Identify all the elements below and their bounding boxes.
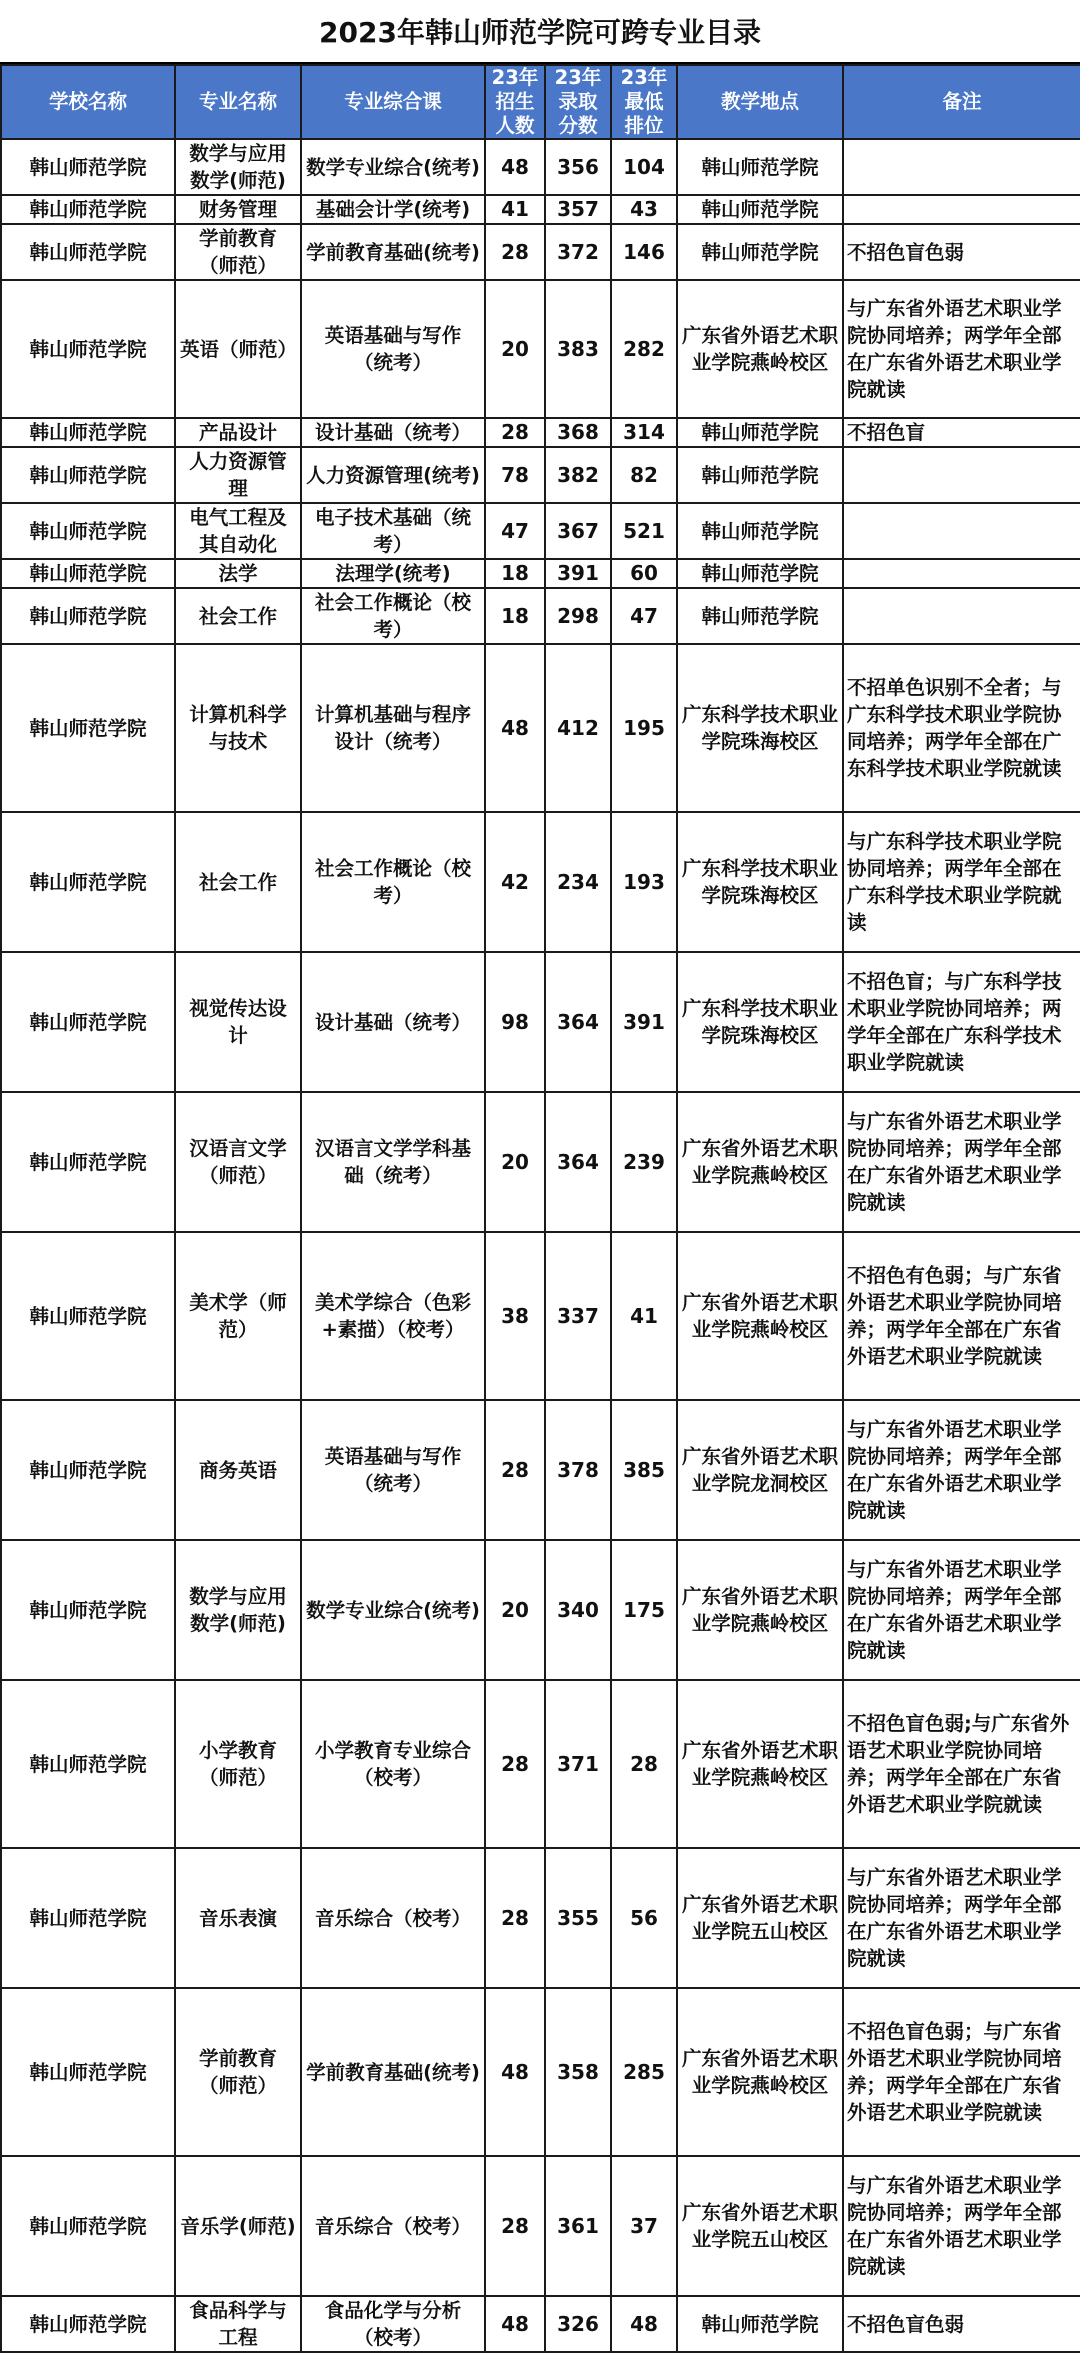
table-row [1, 139, 1080, 195]
cell-rank: 385 [611, 1400, 677, 1540]
cell-school: 韩山师范学院 [1, 2156, 175, 2296]
cell-rank: 48 [611, 2296, 677, 2352]
cell-quota: 47 [485, 503, 545, 559]
document-title: 2023年韩山师范学院可跨专业目录 [0, 0, 1080, 64]
cell-major: 音乐学(师范) [175, 2156, 301, 2296]
table-row [1, 559, 1080, 588]
cell-course: 数学专业综合(统考) [301, 1540, 485, 1680]
table-header-row [1, 65, 1080, 139]
cell-note: 不招单色识别不全者；与广东科学技术职业学院协同培养；两学年全部在广东科学技术职业学院就读 [843, 644, 1080, 812]
table-row [1, 2296, 1080, 2352]
cell-course: 社会工作概论（校考） [301, 588, 485, 644]
cell-score: 337 [545, 1232, 611, 1400]
cell-school: 韩山师范学院 [1, 280, 175, 418]
cell-course: 学前教育基础(统考) [301, 224, 485, 280]
cell-school: 韩山师范学院 [1, 2296, 175, 2352]
majors-table [0, 64, 1080, 2353]
cell-rank: 28 [611, 1680, 677, 1848]
cell-course: 英语基础与写作（统考） [301, 1400, 485, 1540]
cell-note: 不招色盲；与广东科学技术职业学院协同培养；两学年全部在广东科学技术职业学院就读 [843, 952, 1080, 1092]
cell-major: 计算机科学与技术 [175, 644, 301, 812]
cell-quota: 28 [485, 418, 545, 447]
cell-location: 广东科学技术职业学院珠海校区 [677, 644, 843, 812]
cell-course: 汉语言文学学科基础（统考） [301, 1092, 485, 1232]
cell-major: 英语（师范） [175, 280, 301, 418]
cell-course: 法理学(统考) [301, 559, 485, 588]
cell-location: 广东省外语艺术职业学院燕岭校区 [677, 280, 843, 418]
cell-note: 与广东省外语艺术职业学院协同培养；两学年全部在广东省外语艺术职业学院就读 [843, 280, 1080, 418]
cell-location: 韩山师范学院 [677, 139, 843, 195]
table-row [1, 1092, 1080, 1232]
cell-note [843, 559, 1080, 588]
cell-school: 韩山师范学院 [1, 644, 175, 812]
cell-course: 数学专业综合(统考) [301, 139, 485, 195]
table-row [1, 644, 1080, 812]
cell-quota: 48 [485, 2296, 545, 2352]
cell-location: 韩山师范学院 [677, 2296, 843, 2352]
cell-quota: 28 [485, 224, 545, 280]
cell-major: 产品设计 [175, 418, 301, 447]
cell-quota: 38 [485, 1232, 545, 1400]
cell-note: 不招色盲色弱 [843, 224, 1080, 280]
cell-major: 音乐表演 [175, 1848, 301, 1988]
cell-school: 韩山师范学院 [1, 1680, 175, 1848]
cell-rank: 285 [611, 1988, 677, 2156]
header-quota: 23年 招生人数 [485, 65, 545, 139]
cell-quota: 20 [485, 1092, 545, 1232]
cell-school: 韩山师范学院 [1, 952, 175, 1092]
header-note: 备注 [843, 65, 1080, 139]
table-row [1, 1848, 1080, 1988]
cell-location: 广东省外语艺术职业学院燕岭校区 [677, 1540, 843, 1680]
cell-school: 韩山师范学院 [1, 559, 175, 588]
cell-course: 小学教育专业综合（校考） [301, 1680, 485, 1848]
cell-score: 356 [545, 139, 611, 195]
cell-course: 音乐综合（校考） [301, 2156, 485, 2296]
cell-school: 韩山师范学院 [1, 588, 175, 644]
cell-note [843, 139, 1080, 195]
cell-school: 韩山师范学院 [1, 503, 175, 559]
cell-rank: 195 [611, 644, 677, 812]
cell-course: 设计基础（统考） [301, 418, 485, 447]
cell-location: 广东科学技术职业学院珠海校区 [677, 952, 843, 1092]
cell-course: 设计基础（统考） [301, 952, 485, 1092]
cell-score: 391 [545, 559, 611, 588]
cell-major: 学前教育（师范） [175, 224, 301, 280]
cell-note: 与广东省外语艺术职业学院协同培养；两学年全部在广东省外语艺术职业学院就读 [843, 1092, 1080, 1232]
cell-score: 361 [545, 2156, 611, 2296]
cell-rank: 175 [611, 1540, 677, 1680]
cell-school: 韩山师范学院 [1, 139, 175, 195]
cell-location: 韩山师范学院 [677, 559, 843, 588]
cell-school: 韩山师范学院 [1, 418, 175, 447]
cell-major: 电气工程及其自动化 [175, 503, 301, 559]
cell-rank: 56 [611, 1848, 677, 1988]
cell-quota: 28 [485, 1400, 545, 1540]
cell-location: 韩山师范学院 [677, 588, 843, 644]
table-row [1, 224, 1080, 280]
cell-location: 广东省外语艺术职业学院燕岭校区 [677, 1092, 843, 1232]
cell-quota: 28 [485, 1848, 545, 1988]
table-row [1, 1400, 1080, 1540]
cell-score: 372 [545, 224, 611, 280]
cell-major: 法学 [175, 559, 301, 588]
cell-quota: 48 [485, 139, 545, 195]
cell-note [843, 588, 1080, 644]
header-rank: 23年 最低排位 [611, 65, 677, 139]
cell-school: 韩山师范学院 [1, 1092, 175, 1232]
cell-major: 商务英语 [175, 1400, 301, 1540]
cell-major: 社会工作 [175, 588, 301, 644]
cell-major: 汉语言文学（师范） [175, 1092, 301, 1232]
cell-quota: 20 [485, 280, 545, 418]
cell-score: 368 [545, 418, 611, 447]
cell-major: 数学与应用数学(师范) [175, 139, 301, 195]
cell-location: 韩山师范学院 [677, 195, 843, 224]
table-row [1, 1540, 1080, 1680]
cell-location: 广东科学技术职业学院珠海校区 [677, 812, 843, 952]
cell-rank: 43 [611, 195, 677, 224]
cell-note: 与广东省外语艺术职业学院协同培养；两学年全部在广东省外语艺术职业学院就读 [843, 1400, 1080, 1540]
cell-location: 韩山师范学院 [677, 224, 843, 280]
cell-course: 音乐综合（校考） [301, 1848, 485, 1988]
header-major: 专业名称 [175, 65, 301, 139]
cell-rank: 41 [611, 1232, 677, 1400]
cell-rank: 282 [611, 280, 677, 418]
cell-major: 学前教育（师范） [175, 1988, 301, 2156]
cell-note: 与广东省外语艺术职业学院协同培养；两学年全部在广东省外语艺术职业学院就读 [843, 2156, 1080, 2296]
cell-quota: 98 [485, 952, 545, 1092]
cell-school: 韩山师范学院 [1, 1400, 175, 1540]
table-row [1, 2156, 1080, 2296]
cell-rank: 239 [611, 1092, 677, 1232]
header-school: 学校名称 [1, 65, 175, 139]
cell-school: 韩山师范学院 [1, 1848, 175, 1988]
cell-rank: 391 [611, 952, 677, 1092]
table-row [1, 280, 1080, 418]
cell-major: 财务管理 [175, 195, 301, 224]
cell-rank: 193 [611, 812, 677, 952]
cell-major: 美术学（师范） [175, 1232, 301, 1400]
header-location: 教学地点 [677, 65, 843, 139]
cell-course: 社会工作概论（校考） [301, 812, 485, 952]
cell-major: 社会工作 [175, 812, 301, 952]
header-course: 专业综合课 [301, 65, 485, 139]
cell-school: 韩山师范学院 [1, 224, 175, 280]
cell-rank: 104 [611, 139, 677, 195]
cell-school: 韩山师范学院 [1, 447, 175, 503]
cell-major: 小学教育（师范） [175, 1680, 301, 1848]
cell-location: 韩山师范学院 [677, 503, 843, 559]
cell-rank: 146 [611, 224, 677, 280]
table-row [1, 812, 1080, 952]
table-body [1, 139, 1080, 2352]
cell-score: 383 [545, 280, 611, 418]
cell-score: 382 [545, 447, 611, 503]
cell-quota: 48 [485, 644, 545, 812]
cell-major: 视觉传达设计 [175, 952, 301, 1092]
cell-location: 广东省外语艺术职业学院燕岭校区 [677, 1232, 843, 1400]
cell-school: 韩山师范学院 [1, 1988, 175, 2156]
cell-score: 298 [545, 588, 611, 644]
cell-score: 355 [545, 1848, 611, 1988]
cell-location: 广东省外语艺术职业学院燕岭校区 [677, 1988, 843, 2156]
cell-school: 韩山师范学院 [1, 1540, 175, 1680]
cell-score: 340 [545, 1540, 611, 1680]
cell-quota: 28 [485, 2156, 545, 2296]
cell-score: 371 [545, 1680, 611, 1848]
cell-note [843, 503, 1080, 559]
table-row [1, 1232, 1080, 1400]
cell-rank: 82 [611, 447, 677, 503]
cell-course: 人力资源管理(统考) [301, 447, 485, 503]
cell-score: 357 [545, 195, 611, 224]
cell-school: 韩山师范学院 [1, 1232, 175, 1400]
cell-note [843, 447, 1080, 503]
cell-course: 英语基础与写作（统考） [301, 280, 485, 418]
table-row [1, 418, 1080, 447]
cell-note: 与广东省外语艺术职业学院协同培养；两学年全部在广东省外语艺术职业学院就读 [843, 1540, 1080, 1680]
cell-location: 广东省外语艺术职业学院燕岭校区 [677, 1680, 843, 1848]
cell-quota: 18 [485, 588, 545, 644]
cell-course: 计算机基础与程序设计（统考） [301, 644, 485, 812]
cell-score: 358 [545, 1988, 611, 2156]
header-score: 23年 录取分数 [545, 65, 611, 139]
table-row [1, 447, 1080, 503]
cell-quota: 28 [485, 1680, 545, 1848]
cell-score: 364 [545, 1092, 611, 1232]
cell-rank: 37 [611, 2156, 677, 2296]
cell-score: 367 [545, 503, 611, 559]
cell-rank: 47 [611, 588, 677, 644]
cell-quota: 42 [485, 812, 545, 952]
cell-course: 食品化学与分析（校考） [301, 2296, 485, 2352]
cell-major: 食品科学与工程 [175, 2296, 301, 2352]
cell-score: 326 [545, 2296, 611, 2352]
cell-score: 378 [545, 1400, 611, 1540]
cell-note: 不招色盲色弱；与广东省外语艺术职业学院协同培养；两学年全部在广东省外语艺术职业学院就读 [843, 1988, 1080, 2156]
cell-score: 364 [545, 952, 611, 1092]
table-row [1, 952, 1080, 1092]
cell-note: 与广东科学技术职业学院协同培养；两学年全部在广东科学技术职业学院就读 [843, 812, 1080, 952]
cell-note: 不招色有色弱；与广东省外语艺术职业学院协同培养；两学年全部在广东省外语艺术职业学院就读 [843, 1232, 1080, 1400]
cell-location: 韩山师范学院 [677, 418, 843, 447]
cell-major: 数学与应用数学(师范) [175, 1540, 301, 1680]
cell-quota: 48 [485, 1988, 545, 2156]
cell-location: 广东省外语艺术职业学院五山校区 [677, 2156, 843, 2296]
cell-note: 不招色盲色弱;与广东省外语艺术职业学院协同培养；两学年全部在广东省外语艺术职业学院就读 [843, 1680, 1080, 1848]
cell-quota: 18 [485, 559, 545, 588]
table-row [1, 1988, 1080, 2156]
cell-note: 不招色盲 [843, 418, 1080, 447]
cell-score: 234 [545, 812, 611, 952]
cell-school: 韩山师范学院 [1, 812, 175, 952]
cell-rank: 521 [611, 503, 677, 559]
table-row [1, 1680, 1080, 1848]
cell-rank: 60 [611, 559, 677, 588]
cell-course: 学前教育基础(统考) [301, 1988, 485, 2156]
cell-note [843, 195, 1080, 224]
cell-quota: 78 [485, 447, 545, 503]
cell-location: 韩山师范学院 [677, 447, 843, 503]
cell-school: 韩山师范学院 [1, 195, 175, 224]
table-row [1, 195, 1080, 224]
cell-rank: 314 [611, 418, 677, 447]
cell-note: 不招色盲色弱 [843, 2296, 1080, 2352]
cell-quota: 41 [485, 195, 545, 224]
cell-major: 人力资源管理 [175, 447, 301, 503]
cell-quota: 20 [485, 1540, 545, 1680]
cell-course: 美术学综合（色彩+素描）（校考） [301, 1232, 485, 1400]
table-row [1, 588, 1080, 644]
table-row [1, 503, 1080, 559]
cell-location: 广东省外语艺术职业学院五山校区 [677, 1848, 843, 1988]
cell-course: 基础会计学(统考) [301, 195, 485, 224]
cell-course: 电子技术基础（统考） [301, 503, 485, 559]
cell-location: 广东省外语艺术职业学院龙洞校区 [677, 1400, 843, 1540]
cell-note: 与广东省外语艺术职业学院协同培养；两学年全部在广东省外语艺术职业学院就读 [843, 1848, 1080, 1988]
cell-score: 412 [545, 644, 611, 812]
